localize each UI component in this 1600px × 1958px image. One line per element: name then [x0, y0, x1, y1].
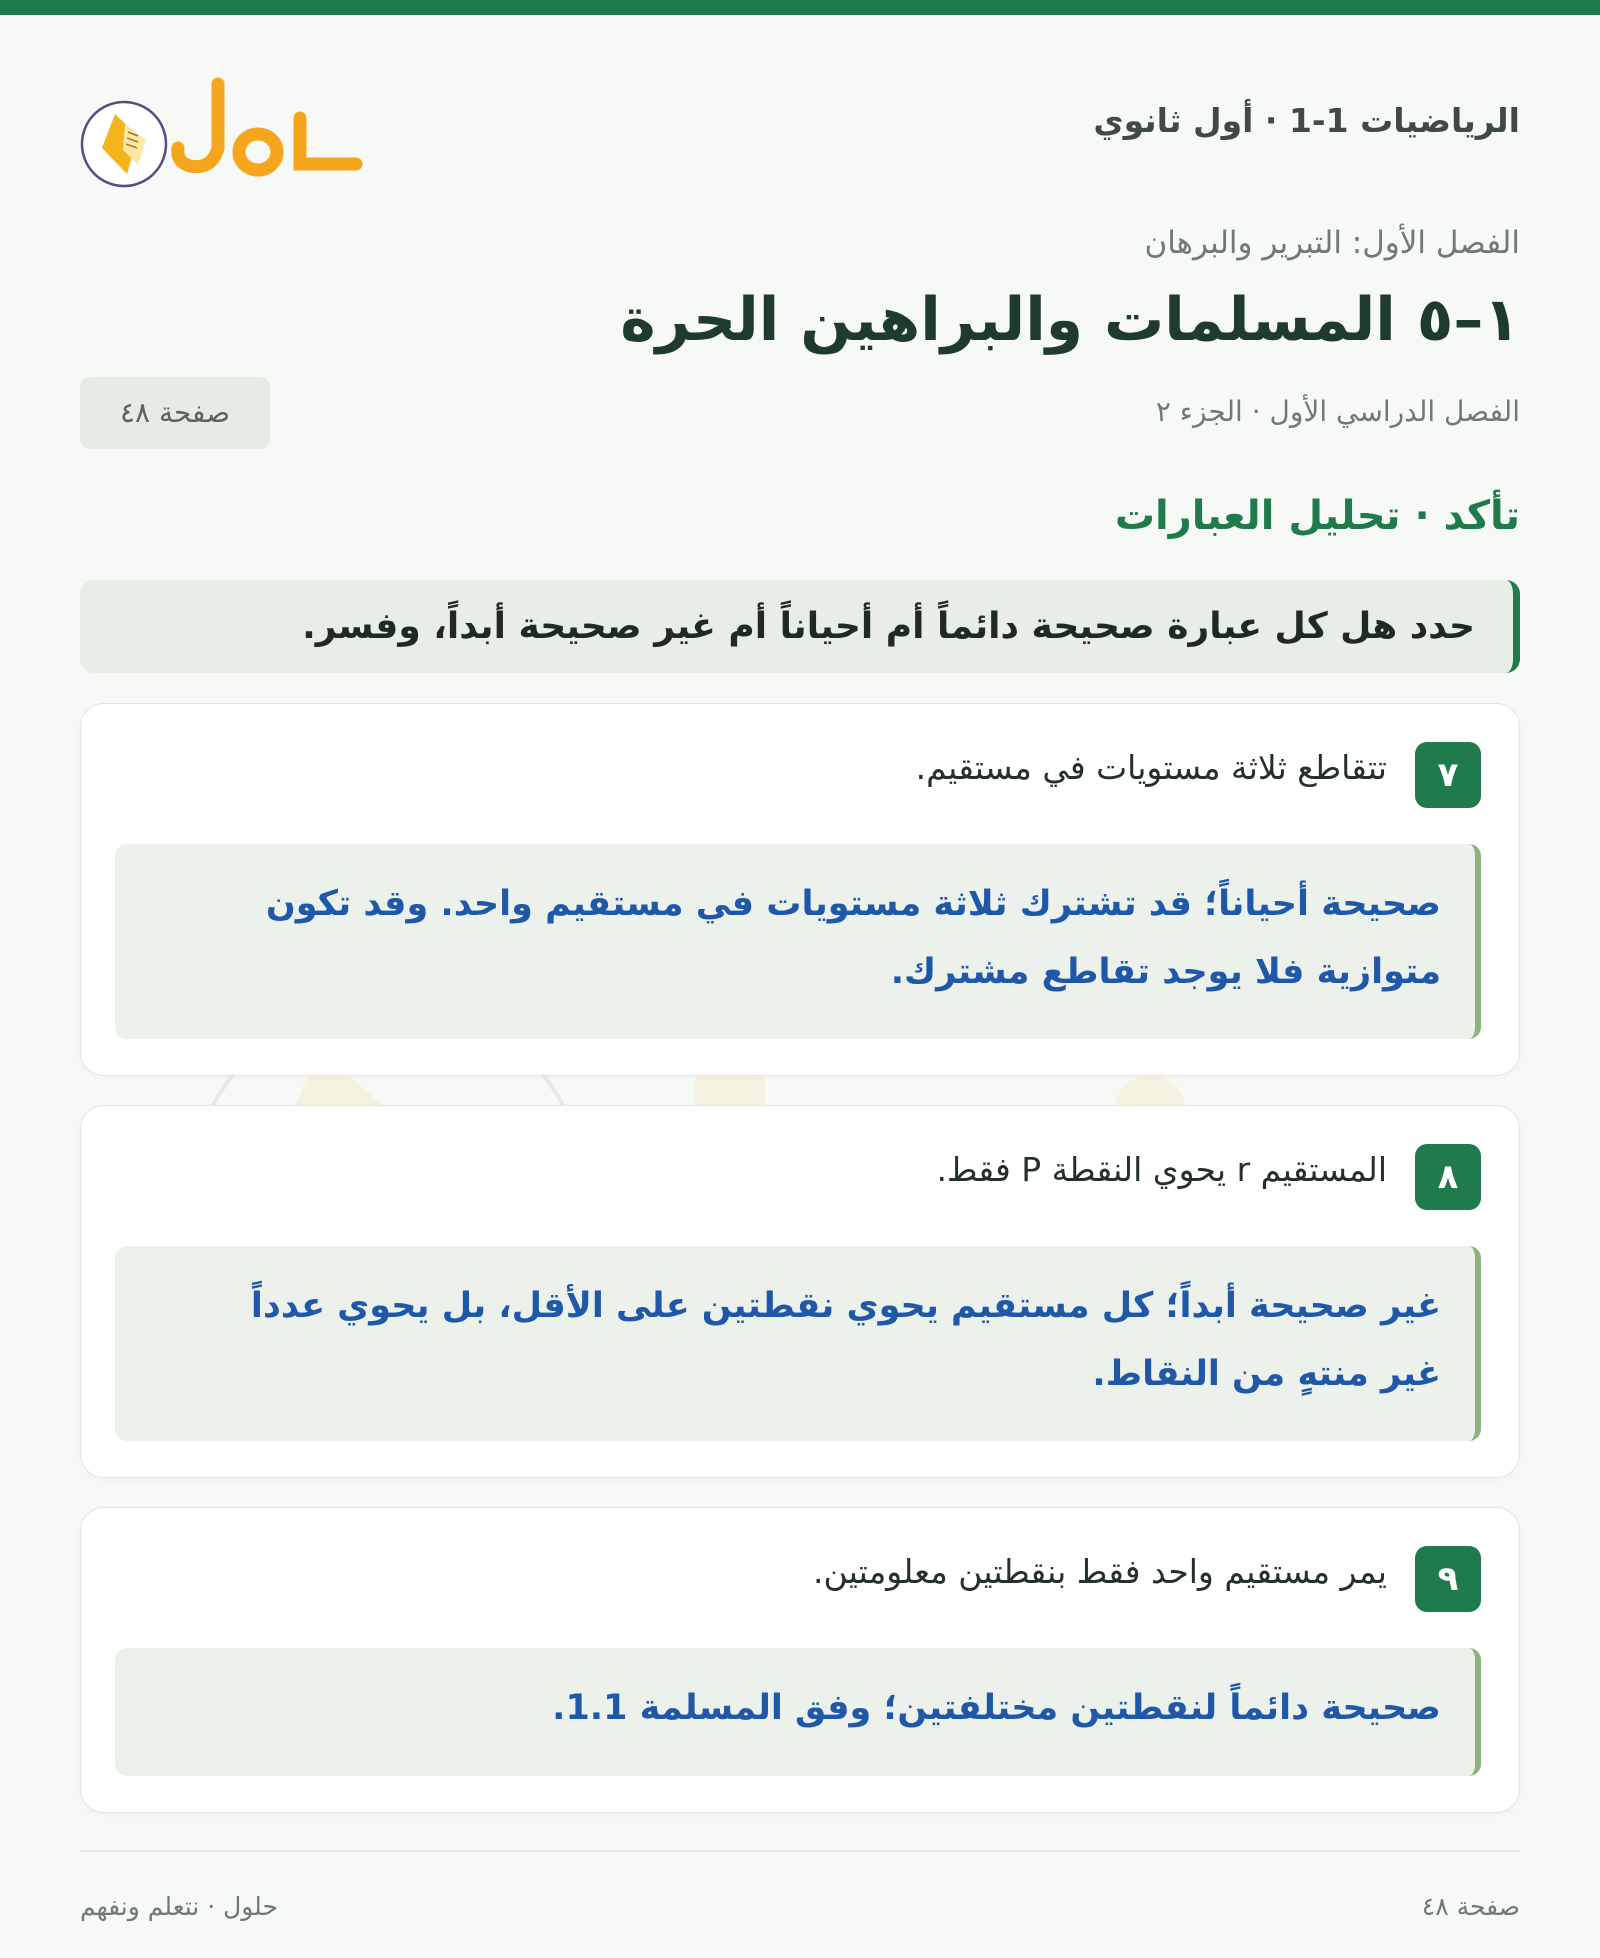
question-number-badge: ٧ [1415, 742, 1481, 808]
answer-line: متوازية فلا يوجد تقاطع مشترك. [890, 952, 1441, 992]
chapter-label: الفصل الأول: التبرير والبرهان [1144, 225, 1520, 261]
answer-box [115, 1648, 1481, 1776]
answer-box [115, 844, 1481, 1039]
footer-divider [80, 1850, 1520, 1852]
question-number-badge: ٩ [1415, 1546, 1481, 1612]
term-label: الفصل الدراسي الأول · الجزء ٢ [1155, 395, 1520, 428]
answer-line: غير صحيحة أبداً؛ كل مستقيم يحوي نقطتين على الأقل، بل يحوي عدداً [250, 1286, 1441, 1326]
answer-line: صحيحة دائماً لنقطتين مختلفتين؛ وفق المسلمة 1.1. [552, 1688, 1441, 1728]
instruction-box: حدد هل كل عبارة صحيحة دائماً أم أحياناً أم غير صحيحة أبداً، وفسر. [80, 580, 1520, 673]
question-text: المستقيم r يحوي النقطة P فقط. [936, 1150, 1387, 1189]
answer-line: غير منتهٍ من النقاط. [1092, 1354, 1441, 1394]
hulul-logo[interactable] [80, 70, 365, 190]
answer-line: صحيحة أحياناً؛ قد تشترك ثلاثة مستويات في مستقيم واحد. وقد تكون [265, 884, 1441, 924]
question-card [80, 703, 1520, 1076]
question-card [80, 1507, 1520, 1813]
footer-page-number: صفحة ٤٨ [1421, 1892, 1520, 1921]
answer-box [115, 1246, 1481, 1441]
lesson-title: ١–٥ المسلمات والبراهين الحرة [620, 285, 1520, 355]
subject-title: الرياضيات 1-1 · أول ثانوي [1093, 101, 1520, 140]
top-accent-bar [0, 0, 1600, 15]
section-title: تأكد · تحليل العبارات [1114, 493, 1520, 539]
page-number-badge: صفحة ٤٨ [80, 377, 270, 449]
footer-brand: حلول · نتعلم ونفهم [80, 1892, 278, 1921]
question-number-badge: ٨ [1415, 1144, 1481, 1210]
question-card [80, 1105, 1520, 1478]
question-text: يمر مستقيم واحد فقط بنقطتين معلومتين. [813, 1552, 1387, 1591]
question-text: تتقاطع ثلاثة مستويات في مستقيم. [915, 748, 1387, 787]
page-content [80, 15, 1520, 1958]
header [80, 15, 1520, 215]
